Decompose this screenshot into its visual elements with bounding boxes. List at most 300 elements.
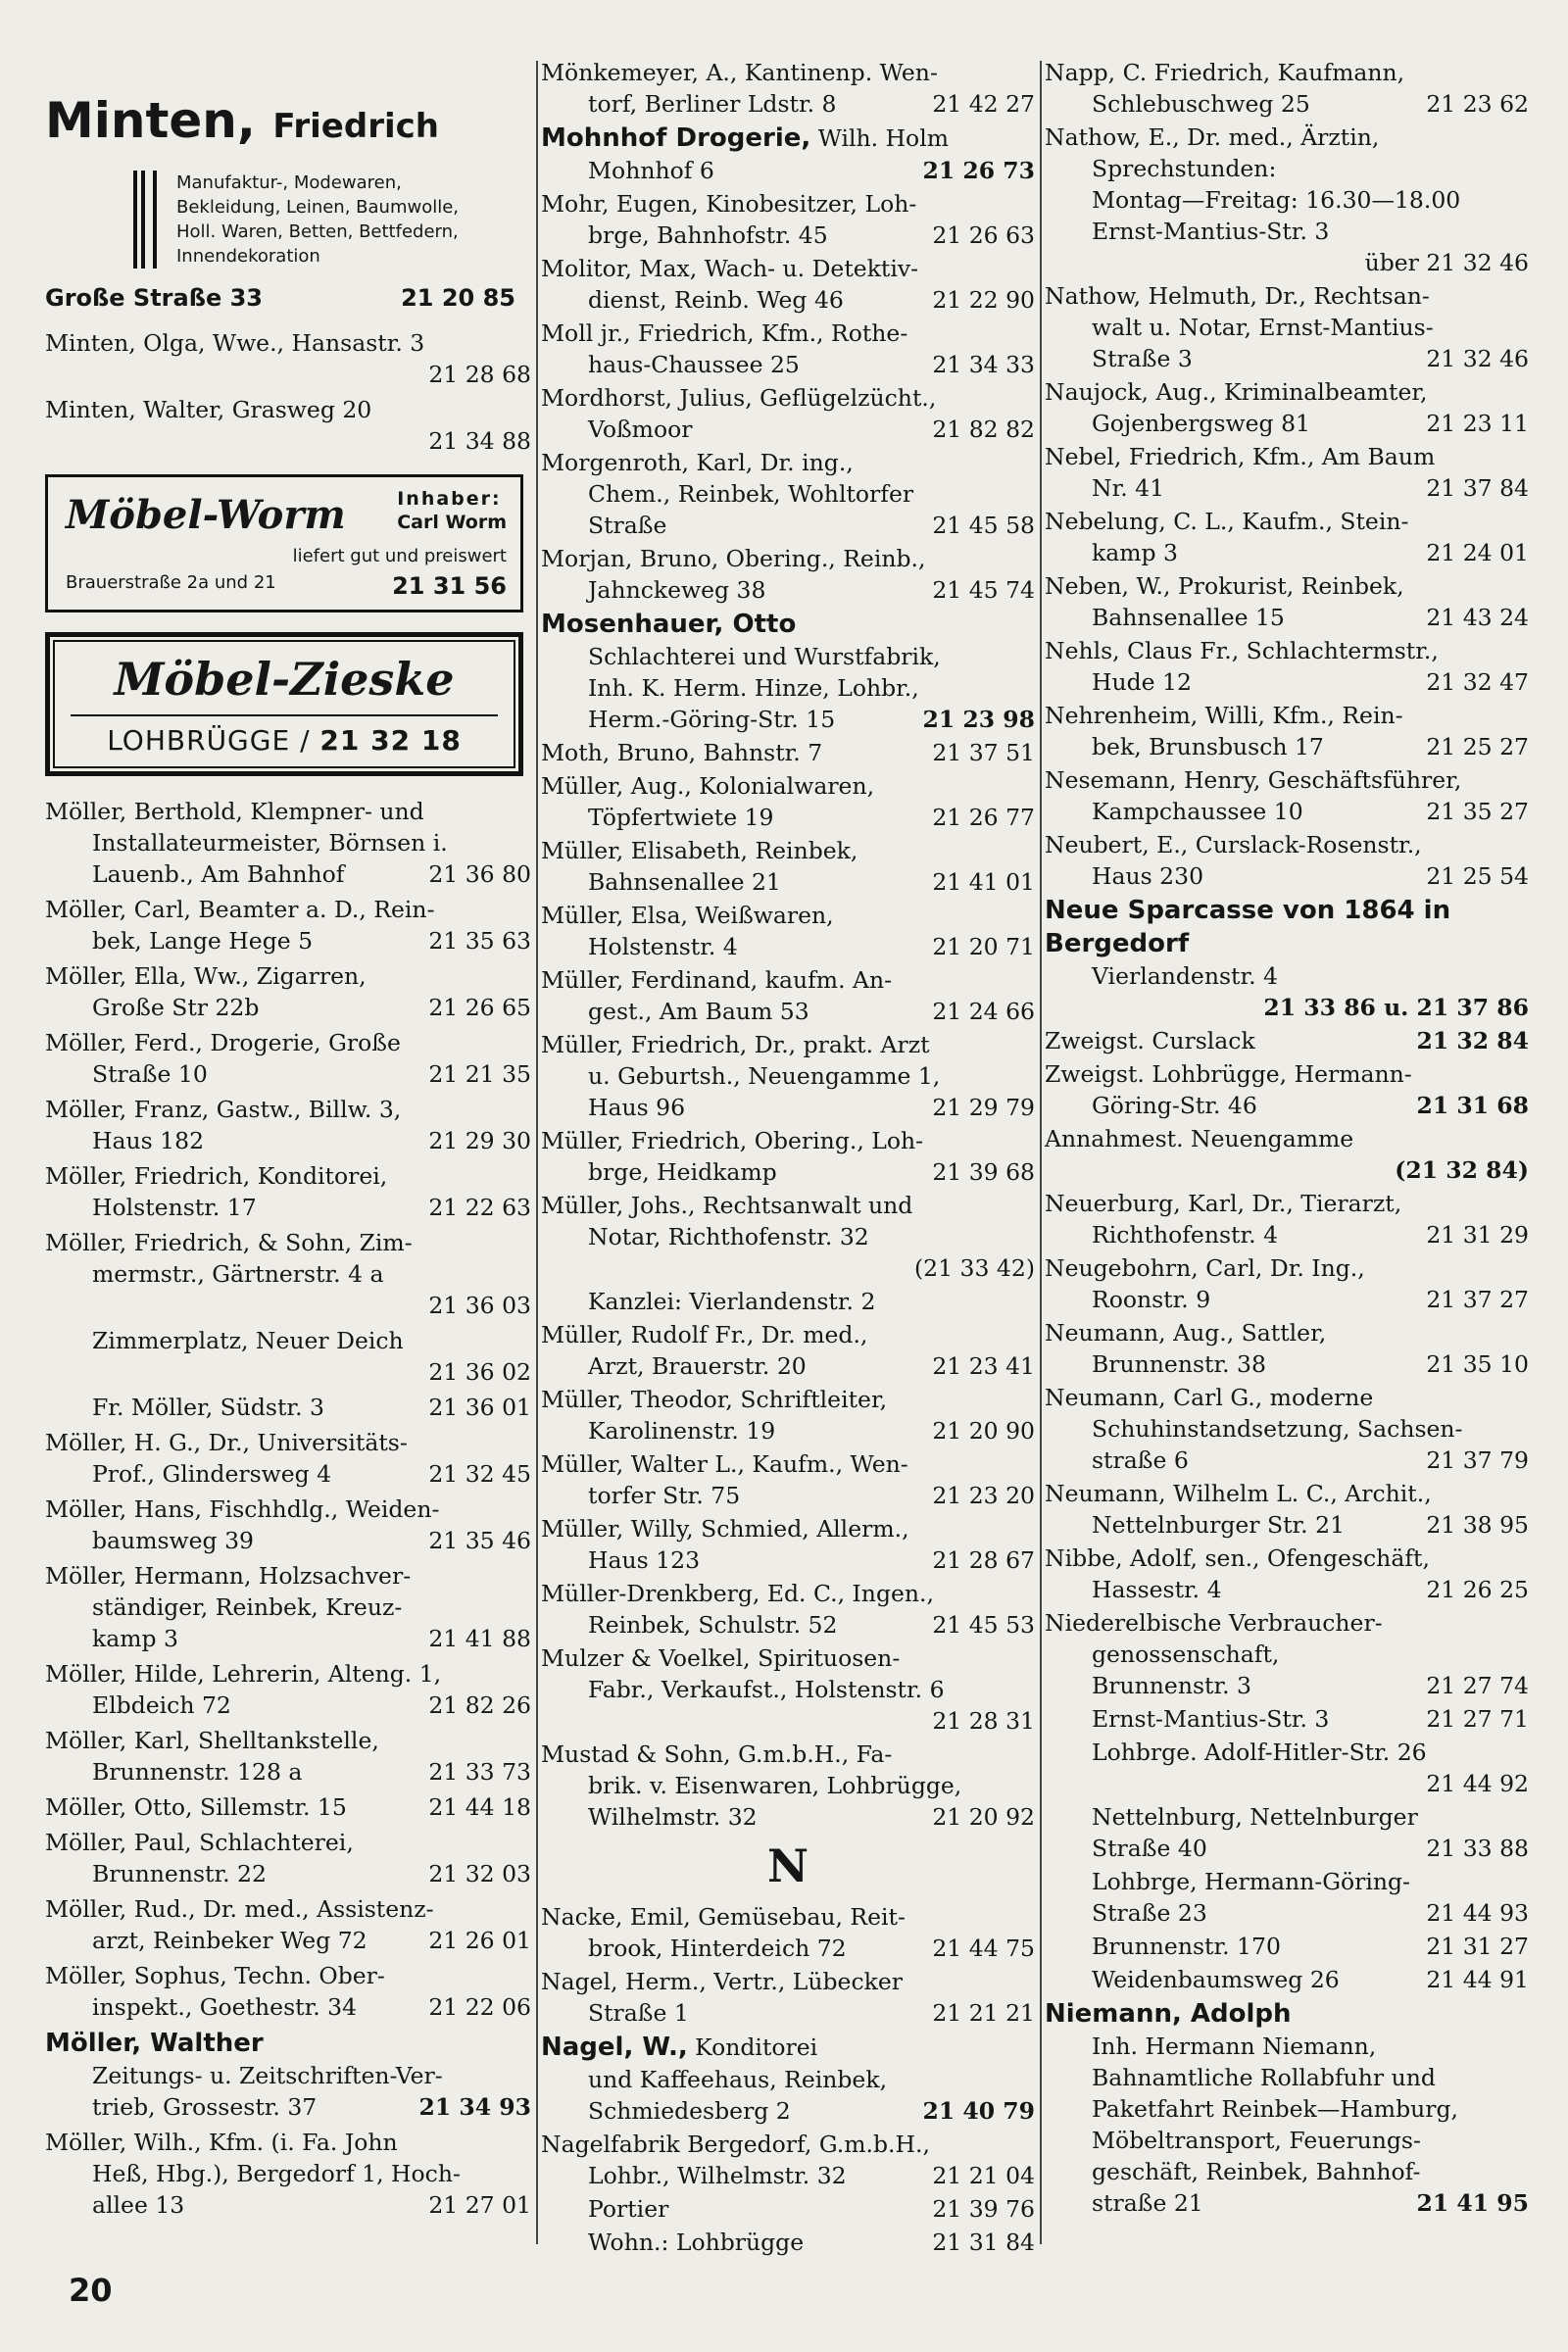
phone-number: 21 26 01 (428, 1927, 531, 1954)
entry-line (541, 1415, 1035, 1446)
entry-line (541, 253, 1035, 284)
entry-line (1045, 1058, 1529, 1090)
entry-line (1045, 1445, 1529, 1476)
minten-advert-line: Manufaktur-, Modewaren, (176, 172, 402, 193)
entry-heading: Neue Sparcasse von 1864 in (1045, 896, 1451, 925)
entry-text: arzt, Reinbeker Weg 72 (92, 1927, 368, 1954)
phone-number: 21 82 82 (932, 416, 1035, 443)
entry-line (541, 737, 1035, 768)
phone-number: 21 26 25 (1426, 1576, 1529, 1603)
entry-text: Mordhorst, Julius, Geflügelzücht., (541, 384, 937, 412)
directory-entry (45, 1094, 531, 1156)
entry-line (45, 1356, 531, 1388)
entry-line (541, 1544, 1035, 1576)
advert-phone: 21 31 56 (392, 572, 507, 600)
phone-number: 21 23 98 (922, 706, 1035, 733)
entry-text: Gojenbergsweg 81 (1092, 410, 1310, 437)
phone-number: 21 21 04 (932, 2162, 1035, 2189)
entry-line (45, 1027, 531, 1058)
entry-line (1045, 408, 1529, 439)
directory-entry (1045, 376, 1529, 439)
directory-entry (541, 2193, 1035, 2225)
phone-number: 21 36 80 (428, 860, 531, 888)
entry-text: Prof., Glindersweg 4 (92, 1460, 332, 1488)
entry-text: Mustad & Sohn, G.m.b.H., Fa- (541, 1740, 893, 1768)
directory-entry (45, 1827, 531, 1889)
column-1 (45, 57, 531, 2225)
entry-text: Möller, H. G., Dr., Universitäts- (45, 1429, 408, 1456)
directory-entry (1045, 829, 1529, 892)
entry-line (541, 1770, 1035, 1801)
entry-text: Naujock, Aug., Kriminalbeamter, (1045, 378, 1428, 406)
directory-entry (1045, 894, 1529, 1023)
divider (71, 714, 498, 716)
entry-text: Möller, Wilh., Kfm. (i. Fa. John (45, 2129, 398, 2156)
directory-entry (541, 608, 1035, 735)
phone-number: 21 28 67 (932, 1546, 1035, 1574)
entry-text: Brunnenstr. 3 (1092, 1672, 1251, 1699)
entry-text: Holstenstr. 17 (92, 1194, 257, 1221)
entry-text: Haus 230 (1092, 862, 1204, 890)
entry-line (1045, 1607, 1529, 1639)
directory-entry (541, 1384, 1035, 1446)
entry-line (45, 2127, 531, 2158)
entry-line (541, 1642, 1035, 1674)
directory-entry (45, 1960, 531, 2023)
entry-text: Müller, Theodor, Schriftleiter, (541, 1386, 888, 1413)
directory-entry (1045, 1478, 1529, 1541)
entry-text: Portier (588, 2195, 669, 2223)
directory-entry (1045, 1964, 1529, 1995)
entry-line (1045, 635, 1529, 666)
advert-phone: 21 32 18 (319, 724, 462, 757)
entry-line (45, 1560, 531, 1592)
directory-entry (45, 796, 531, 890)
phone-number: 21 27 71 (1426, 1705, 1529, 1733)
entry-text: torf, Berliner Ldstr. 8 (588, 90, 837, 118)
entry-text: Morgenroth, Karl, Dr. ing., (541, 449, 854, 476)
entry-text: Kanzlei: Vierlandenstr. 2 (588, 1288, 876, 1315)
entry-line (1045, 1123, 1529, 1154)
entry-text: Kampchaussee 10 (1092, 798, 1303, 825)
directory-entry (1045, 570, 1529, 633)
entry-line (541, 1801, 1035, 1833)
entry-text: Ernst-Mantius-Str. 3 (1092, 1705, 1330, 1733)
phone-number: 21 37 84 (1426, 474, 1529, 502)
entry-line (1045, 992, 1529, 1023)
entry-text: Straße 40 (1092, 1835, 1207, 1862)
entry-text: genossenschaft, (1092, 1641, 1280, 1668)
entry-text: Holstenstr. 4 (588, 933, 738, 960)
directory-entry (541, 1448, 1035, 1511)
entry-line (1045, 1317, 1529, 1348)
phone-number: 21 31 84 (932, 2229, 1035, 2256)
phone-number: 21 36 03 (428, 1292, 531, 1319)
advert-separator: / (300, 724, 311, 757)
directory-entry (541, 1319, 1035, 1382)
phone-number: 21 41 88 (428, 1625, 531, 1652)
entry-text: Neugebohrn, Carl, Dr. Ing., (1045, 1254, 1365, 1282)
entry-line (45, 327, 531, 359)
minten-advert-title: Minten, Friedrich (45, 92, 439, 149)
entry-text: Weidenbaumsweg 26 (1092, 1966, 1340, 1993)
phone-number: 21 35 46 (428, 1527, 531, 1554)
entry-text: Lohbrge, Hermann-Göring- (1092, 1868, 1410, 1895)
entry-line (541, 188, 1035, 220)
entry-line (45, 1392, 531, 1423)
entry-line (541, 964, 1035, 996)
entry-list (541, 57, 1035, 1833)
entry-text: Installateurmeister, Börnsen i. (92, 829, 448, 857)
directory-entry (45, 1160, 531, 1223)
phone-number: 21 32 47 (1426, 668, 1529, 696)
phone-number: 21 44 91 (1426, 1966, 1529, 1993)
entry-line (1045, 1154, 1529, 1186)
phone-number: 21 31 29 (1426, 1221, 1529, 1249)
advert-place: LOHBRÜGGE (107, 724, 291, 757)
entry-line (1045, 312, 1529, 343)
directory-entry (45, 1325, 531, 1388)
entry-text: brge, Bahnhofstr. 45 (588, 221, 828, 249)
entry-text: Göring-Str. 46 (1092, 1092, 1257, 1119)
entry-line (1045, 1025, 1529, 1056)
entry-line (1045, 1931, 1529, 1962)
entry-text: Möller, Karl, Shelltankstelle, (45, 1727, 379, 1754)
entry-text: Brunnenstr. 38 (1092, 1350, 1266, 1378)
entry-text: Straße 3 (1092, 345, 1193, 372)
entry-line (1045, 184, 1529, 216)
entry-line (1045, 1897, 1529, 1929)
directory-entry (45, 394, 531, 457)
entry-text: Neumann, Carl G., moderne (1045, 1384, 1374, 1411)
entry-text: Minten, Walter, Grasweg 20 (45, 396, 372, 423)
entry-text: Nathow, Helmuth, Dr., Rechtsan- (1045, 282, 1430, 310)
directory-entry (1045, 700, 1529, 762)
phone-number: 21 20 71 (932, 933, 1035, 960)
entry-list (1045, 57, 1529, 2219)
entry-text: Müller, Walter L., Kaufm., Wen- (541, 1450, 908, 1478)
entry-heading: Niemann, Adolph (1045, 1999, 1292, 2029)
entry-text: Müller, Rudolf Fr., Dr. med., (541, 1321, 868, 1348)
entry-line (1045, 88, 1529, 120)
directory-entry (1045, 441, 1529, 504)
entry-text: Nebelung, C. L., Kaufm., Stein- (1045, 508, 1409, 535)
phone-number: 21 37 79 (1426, 1446, 1529, 1474)
directory-entry (45, 1560, 531, 1654)
directory-entry (45, 1725, 531, 1788)
entry-line (1045, 764, 1529, 796)
entry-line (541, 1221, 1035, 1252)
entry-text: Müller, Aug., Kolonialwaren, (541, 772, 875, 800)
phone-number: 21 33 88 (1426, 1835, 1529, 1862)
entry-line (1045, 1703, 1529, 1735)
entry-line (541, 1092, 1035, 1123)
entry-text: Nibbe, Adolf, sen., Ofengeschäft, (1045, 1544, 1430, 1572)
entry-line (1045, 1284, 1529, 1315)
entry-line (1045, 666, 1529, 698)
entry-line (1045, 537, 1529, 568)
entry-text: Müller, Johs., Rechtsanwalt und (541, 1192, 913, 1219)
directory-entry (541, 1739, 1035, 1833)
phone-number: 21 25 54 (1426, 862, 1529, 890)
entry-line (541, 155, 1035, 186)
entry-text: dienst, Reinb. Weg 46 (588, 286, 844, 314)
entry-text: Sprechstunden: (1092, 155, 1277, 182)
phone-number: 21 23 41 (932, 1352, 1035, 1380)
phone-number: 21 42 27 (932, 90, 1035, 118)
phone-number: 21 38 95 (1426, 1511, 1529, 1539)
column-rule (536, 61, 538, 2244)
entry-line (45, 1290, 531, 1321)
entry-text: Roonstr. 9 (1092, 1286, 1211, 1313)
phone-number: 21 33 86 u. 21 37 86 (1263, 994, 1529, 1021)
directory-entry (1045, 506, 1529, 568)
entry-line (45, 1991, 531, 2023)
entry-line (1045, 1543, 1529, 1574)
entry-text: Notar, Richthofenstr. 32 (588, 1223, 869, 1250)
phone-number: 21 22 63 (428, 1194, 531, 1221)
entry-text: Neben, W., Prokurist, Reinbek, (1045, 572, 1404, 600)
entry-line (1045, 1574, 1529, 1605)
entry-line (541, 1966, 1035, 1997)
entry-line (45, 1623, 531, 1654)
entry-line (541, 1578, 1035, 1609)
directory-entry (541, 318, 1035, 380)
entry-line (541, 1901, 1035, 1933)
entry-line (541, 284, 1035, 316)
entry-text: Wilhelmstr. 32 (588, 1803, 758, 1831)
entry-text: Wohn.: Lohbrügge (588, 2229, 805, 2256)
entry-line (541, 802, 1035, 833)
entry-line (541, 1125, 1035, 1156)
entry-line (541, 1705, 1035, 1737)
entry-line (1045, 1639, 1529, 1670)
entry-line (1045, 2156, 1529, 2187)
directory-entry (1045, 1188, 1529, 1250)
phone-number: 21 28 31 (932, 1707, 1035, 1735)
entry-text: Neuerburg, Karl, Dr., Tierarzt, (1045, 1190, 1402, 1217)
entry-line (541, 543, 1035, 574)
phone-number: 21 34 33 (932, 351, 1035, 378)
entry-text: Brunnenstr. 170 (1092, 1933, 1281, 1960)
entry-line (541, 2095, 1035, 2127)
entry-text: haus-Chaussee 25 (588, 351, 800, 378)
entry-line (1045, 2187, 1529, 2219)
phone-number: (21 32 84) (1395, 1156, 1529, 1184)
entry-line (541, 478, 1035, 510)
entry-line (45, 1258, 531, 1290)
entry-text: Lohbrge. Adolf-Hitler-Str. 26 (1092, 1739, 1427, 1766)
entry-text: Möller, Friedrich, & Sohn, Zim- (45, 1229, 413, 1256)
entry-text: Arzt, Brauerstr. 20 (588, 1352, 807, 1380)
entry-text: Haus 123 (588, 1546, 701, 1574)
entry-text: Brunnenstr. 22 (92, 1860, 267, 1887)
entry-text: Lauenb., Am Bahnhof (92, 860, 345, 888)
entry-line (541, 1448, 1035, 1480)
entry-text: Richthofenstr. 4 (1092, 1221, 1279, 1249)
directory-entry (1045, 280, 1529, 374)
entry-text: Annahmest. Neuengamme (1045, 1125, 1354, 1152)
entry-text: Inh. K. Herm. Hinze, Lohbr., (588, 674, 919, 702)
entry-line (45, 1690, 531, 1721)
entry-line (541, 1350, 1035, 1382)
entry-line (45, 2060, 531, 2091)
entry-text: Möller, Berthold, Klempner- und (45, 798, 424, 825)
directory-entry (45, 1227, 531, 1321)
entry-text: Montag—Freitag: 16.30—18.00 (1092, 186, 1461, 214)
phone-number: 21 39 76 (932, 2195, 1035, 2223)
entry-text: straße 6 (1092, 1446, 1189, 1474)
entry-line (541, 1190, 1035, 1221)
phone-number: 21 41 95 (1416, 2189, 1529, 2217)
directory-entry (1045, 1931, 1529, 1962)
entry-text: Hude 12 (1092, 668, 1192, 696)
directory-entry (541, 1286, 1035, 1317)
directory-entry (1045, 1543, 1529, 1605)
entry-line (1045, 2093, 1529, 2125)
entry-text: ständiger, Reinbek, Kreuz- (92, 1593, 403, 1621)
phone-number: 21 37 51 (932, 739, 1035, 766)
directory-entry (541, 2227, 1035, 2258)
entry-text: Fr. Möller, Südstr. 3 (92, 1394, 324, 1421)
entry-line (45, 2091, 531, 2123)
phone-number: 21 45 58 (932, 512, 1035, 539)
entry-text: Nagelfabrik Bergedorf, G.m.b.H., (541, 2131, 930, 2158)
entry-text: Nacke, Emil, Gemüsebau, Reit- (541, 1903, 906, 1931)
entry-text: Vierlandenstr. 4 (1092, 962, 1279, 990)
entry-text: Nehrenheim, Willi, Kfm., Rein- (1045, 702, 1403, 729)
entry-line (541, 382, 1035, 414)
directory-entry (1045, 1866, 1529, 1929)
directory-entry (45, 960, 531, 1023)
phone-number: 21 35 10 (1426, 1350, 1529, 1378)
owner-name: Carl Worm (397, 512, 507, 533)
column-rule (1040, 61, 1042, 2244)
phone-number: 21 25 27 (1426, 733, 1529, 760)
directory-entry (541, 543, 1035, 606)
entry-text: baumsweg 39 (92, 1527, 254, 1554)
entry-line (541, 1156, 1035, 1188)
phone-number: 21 24 01 (1426, 539, 1529, 566)
advert-name: Möbel-Zieske (114, 653, 455, 706)
phone-number: 21 22 06 (428, 1993, 531, 2021)
entry-text: Chem., Reinbek, Wohltorfer (588, 480, 914, 508)
entry-text: Haus 182 (92, 1127, 205, 1154)
entry-line (541, 835, 1035, 866)
entry-text: Müller, Elsa, Weißwaren, (541, 902, 834, 929)
directory-entry (541, 900, 1035, 962)
entry-line (541, 2227, 1035, 2258)
phone-number: 21 34 88 (428, 427, 531, 455)
phone-number: 21 24 66 (932, 998, 1035, 1025)
entry-text: Elbdeich 72 (92, 1691, 231, 1719)
entry-text: gest., Am Baum 53 (588, 998, 809, 1025)
entry-line (1045, 700, 1529, 731)
entry-line (541, 1933, 1035, 1964)
entry-text: Möller, Ferd., Drogerie, Große (45, 1029, 401, 1056)
entry-line (45, 1160, 531, 1192)
entry-text: Schlebuschweg 25 (1092, 90, 1310, 118)
entry-text: Straße 23 (1092, 1899, 1207, 1927)
directory-entry (45, 2127, 531, 2221)
entry-line (541, 574, 1035, 606)
directory-entry (541, 1966, 1035, 2029)
entry-text: allee 13 (92, 2191, 185, 2219)
entry-text: kamp 3 (92, 1625, 178, 1652)
directory-entry (45, 1658, 531, 1721)
directory-entry (45, 2027, 531, 2123)
entry-line (541, 866, 1035, 898)
directory-entry (541, 1642, 1035, 1737)
directory-entry (541, 835, 1035, 898)
entry-text: Nettelnburger Str. 21 (1092, 1511, 1346, 1539)
entry-text: Nebel, Friedrich, Kfm., Am Baum (1045, 443, 1436, 470)
entry-line (45, 1960, 531, 1991)
entry-text: Müller, Willy, Schmied, Allerm., (541, 1515, 909, 1543)
entry-line (1045, 441, 1529, 472)
phone-number: 21 33 73 (428, 1758, 531, 1786)
phone-number: 21 44 75 (932, 1935, 1035, 1962)
entry-line (45, 1592, 531, 1623)
entry-line (45, 1058, 531, 1090)
entry-text: Möller, Friedrich, Konditorei, (45, 1162, 388, 1190)
entry-text: Möller, Franz, Gastw., Billw. 3, (45, 1096, 402, 1123)
phone-number: 21 29 30 (428, 1127, 531, 1154)
entry-line (1045, 960, 1529, 992)
entry-text: Napp, C. Friedrich, Kaufmann, (1045, 59, 1405, 86)
phone-number: 21 22 90 (932, 286, 1035, 314)
entry-line (1045, 1964, 1529, 1995)
directory-entry (541, 1029, 1035, 1123)
entry-text: Müller, Elisabeth, Reinbek, (541, 837, 858, 864)
entry-text: Straße (588, 512, 667, 539)
directory-entry (45, 1427, 531, 1490)
entry-line (1045, 731, 1529, 762)
entry-text: Brunnenstr. 128 a (92, 1758, 303, 1786)
entry-text: Haus 96 (588, 1094, 686, 1121)
directory-entry (541, 964, 1035, 1027)
entry-line (1045, 1219, 1529, 1250)
entry-line (1045, 247, 1529, 278)
entry-text: Bahnamtliche Rollabfuhr und (1092, 2064, 1436, 2091)
entry-text: und Kaffeehaus, Reinbek, (588, 2066, 888, 2093)
entry-text: Schmiedesberg 2 (588, 2097, 791, 2125)
entry-line (541, 1060, 1035, 1092)
entry-text: Möbeltransport, Feuerungs- (1092, 2127, 1421, 2154)
phone-number: 21 45 53 (932, 1611, 1035, 1639)
entry-text: Zweigst. Curslack (1045, 1027, 1255, 1054)
entry-line (541, 2160, 1035, 2191)
entry-text: Möller, Hans, Fischhdlg., Weiden- (45, 1495, 440, 1523)
phone-number: 21 32 84 (1416, 1027, 1529, 1054)
owner-label: Inhaber: (397, 488, 502, 510)
phone-number: 21 27 74 (1426, 1672, 1529, 1699)
entry-text: Möller, Rud., Dr. med., Assistenz- (45, 1895, 434, 1923)
entry-line (1045, 860, 1529, 892)
phone-number: 21 31 68 (1416, 1092, 1529, 1119)
entry-text: kamp 3 (1092, 539, 1178, 566)
entry-line (1045, 1252, 1529, 1284)
entry-line (1045, 1413, 1529, 1445)
phone-number: 21 32 03 (428, 1860, 531, 1887)
directory-entry (1045, 1317, 1529, 1380)
phone-number: 21 44 93 (1426, 1899, 1529, 1927)
entry-text: Zweigst. Lohbrügge, Hermann- (1045, 1060, 1412, 1088)
minten-advert (45, 90, 531, 312)
entry-line (541, 900, 1035, 931)
directory-entry (1045, 1737, 1529, 1799)
entry-text: Möller, Hilde, Lehrerin, Alteng. 1, (45, 1660, 442, 1688)
